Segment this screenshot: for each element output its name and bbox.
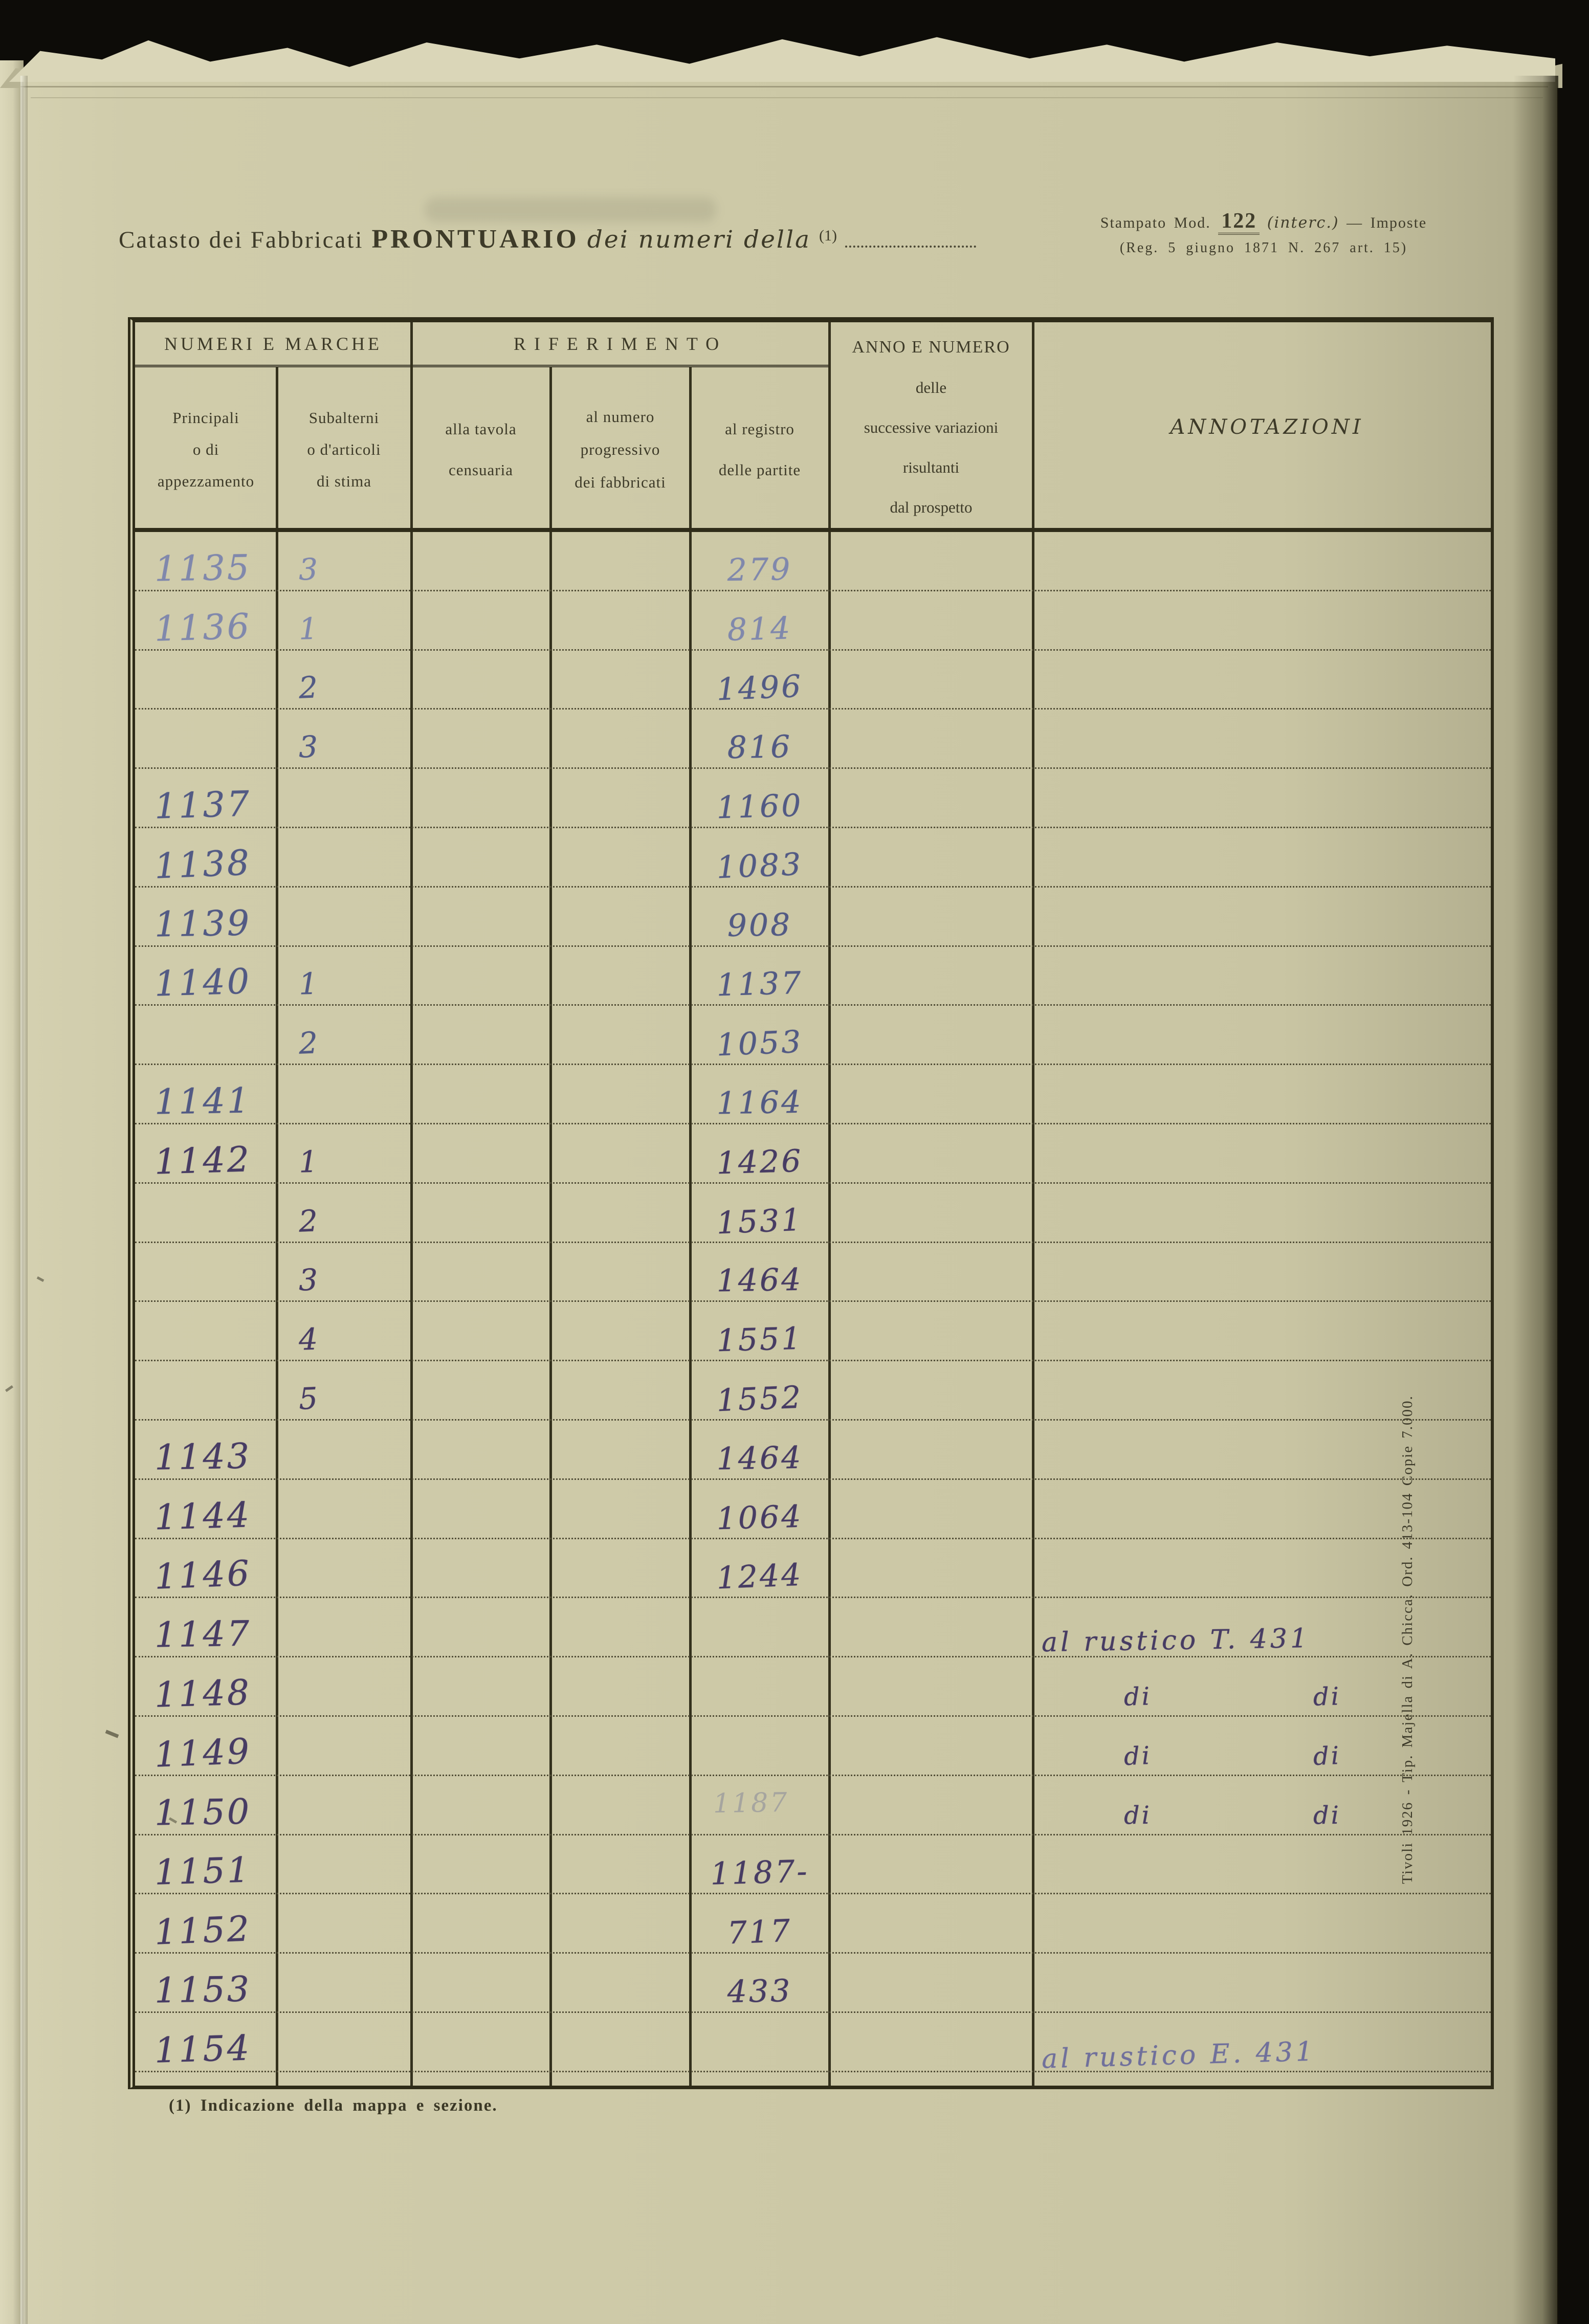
cell-principale: 1138	[153, 843, 252, 887]
cell-registro	[690, 2067, 829, 2071]
table-row	[135, 1480, 1491, 1539]
table-row	[135, 1361, 1491, 1421]
cell-registro: 1531	[716, 1202, 804, 1241]
cell-principale: 1142	[153, 1139, 252, 1183]
group-header-riferimento: RIFERIMENTO	[411, 322, 829, 367]
table-row	[135, 888, 1491, 947]
cell-annotazione: al rustico E. 431	[1041, 2036, 1316, 2075]
table-body	[135, 532, 1491, 2086]
cell-principale: 1146	[153, 1553, 252, 1598]
cell-ditto-1	[1107, 763, 1168, 764]
cell-subalterno: 2	[298, 1025, 321, 1061]
cell-subalterno: 1	[298, 966, 320, 1002]
cell-ditto-1	[1107, 1591, 1168, 1594]
cell-ditto-1	[1107, 1474, 1168, 1475]
table-row	[135, 1717, 1491, 1776]
header-line: di stima	[316, 472, 372, 490]
cell-registro: 279	[727, 551, 792, 588]
printer-imprint: Tivoli 1926 - Tip. Majella di A. Chicca. Ord. 413-104 Copie 7.000.	[1399, 1395, 1416, 1884]
cell-registro: 1464	[716, 1262, 803, 1299]
column-header-principali	[135, 367, 277, 532]
title-main: PRONTUARIO	[371, 225, 579, 254]
cell-ditto-2	[1296, 1474, 1358, 1475]
cell-subalterno: 3	[298, 551, 320, 587]
cell-principale: 1147	[154, 1613, 252, 1656]
cell-ditto-2	[1296, 1177, 1358, 1179]
cell-registro: 1160	[716, 787, 804, 826]
cell-ditto-2: di	[1313, 1682, 1341, 1712]
header-line: al numero	[586, 408, 655, 426]
column-header-numero-progressivo	[550, 367, 690, 532]
cell-ditto-2	[1296, 703, 1358, 705]
header-line: Subalterni	[308, 409, 380, 427]
cell-principale: 1140	[153, 961, 252, 1005]
table-row	[135, 1184, 1491, 1243]
cell-ditto-1: di	[1123, 1682, 1152, 1712]
document-title	[119, 224, 976, 254]
page-right-edge-shadow	[1513, 76, 1558, 2324]
cell-registro: 1187-	[710, 1853, 810, 1893]
table-row	[135, 1598, 1491, 1657]
column-divider	[1032, 322, 1034, 528]
header-line: dal prospetto	[890, 498, 973, 516]
cell-ditto-2	[1296, 1533, 1358, 1534]
left-fold-crease	[20, 76, 28, 2324]
table-header	[135, 322, 1491, 532]
stamp-line1-prefix: Stampato Mod.	[1100, 214, 1211, 231]
cell-ditto-2	[1296, 1236, 1358, 1238]
table-row	[135, 1421, 1491, 1480]
table-row	[135, 1657, 1491, 1717]
cell-ditto-1	[1107, 1296, 1168, 1297]
cell-ditto-1	[1107, 1000, 1168, 1001]
cell-ditto-2	[1296, 880, 1358, 883]
stamp-line1-italic: (interc.)	[1267, 214, 1339, 232]
cell-ditto-2	[1296, 822, 1358, 823]
header-line: al registro	[725, 420, 794, 438]
stamp-model-number: 122	[1218, 209, 1260, 235]
cell-principale: 1137	[153, 784, 252, 827]
column-header-registro-partite	[690, 367, 829, 532]
header-line: progressivo	[580, 440, 660, 458]
cell-registro: 433	[727, 1973, 792, 2010]
cell-subalterno: 5	[298, 1381, 321, 1416]
title-prefix: Catasto dei Fabbricati	[119, 227, 364, 253]
cell-principale: 1143	[154, 1436, 252, 1478]
cell-ditto-2	[1296, 1591, 1358, 1594]
cell-subalterno: 1	[298, 611, 320, 647]
cell-ditto-2	[1296, 1414, 1358, 1416]
footnote: (1) Indicazione della mappa e sezione.	[169, 2096, 498, 2115]
table-row	[135, 1539, 1491, 1599]
cell-ditto-2	[1296, 2007, 1358, 2008]
cell-ditto-2	[1296, 941, 1358, 942]
column-header-anno-e-numero	[829, 322, 1033, 532]
table-row	[135, 1954, 1491, 2013]
cell-ditto-2: di	[1313, 1801, 1341, 1830]
column-divider	[549, 367, 552, 528]
header-line: ANNO E NUMERO	[852, 338, 1010, 357]
cell-principale: 1153	[154, 1969, 252, 2011]
table-row	[135, 1302, 1491, 1361]
cell-registro: 1083	[716, 846, 804, 886]
cell-registro: 1164	[716, 1084, 803, 1122]
cell-ditto-2	[1296, 1888, 1358, 1890]
cell-ditto-2	[1296, 1947, 1358, 1950]
table-row	[135, 710, 1491, 769]
table-row	[135, 828, 1491, 888]
cell-principale: 1135	[154, 547, 252, 590]
cell-annotazione: al rustico T. 431	[1041, 1623, 1311, 1658]
cell-ditto-1	[1107, 1947, 1168, 1950]
cell-registro: 1064	[716, 1498, 804, 1537]
cell-principale: 1148	[153, 1672, 252, 1716]
table-row	[135, 947, 1491, 1006]
column-header-subalterni	[277, 367, 411, 532]
cell-registro: 1244	[716, 1557, 804, 1597]
table-row	[135, 1065, 1491, 1124]
table-row	[135, 1243, 1491, 1302]
cell-ditto-1	[1107, 1533, 1168, 1534]
cell-ditto-2	[1296, 644, 1358, 646]
cell-principale: 1150	[154, 1791, 252, 1834]
cell-ditto-1	[1107, 703, 1168, 705]
header-line: risultanti	[902, 458, 960, 476]
cell-registro: 1426	[716, 1143, 804, 1182]
cell-ditto-2	[1296, 585, 1358, 586]
cell-ditto-1	[1107, 1355, 1168, 1356]
cell-ditto-2	[1296, 1000, 1358, 1001]
table-row	[135, 1894, 1491, 1954]
table-row	[135, 1776, 1491, 1835]
cell-registro	[690, 1769, 829, 1775]
header-line: o d'articoli	[307, 440, 381, 458]
cell-ditto-1	[1107, 2007, 1168, 2008]
cell-subalterno: 1	[298, 1144, 320, 1180]
cell-ditto-2	[1296, 1355, 1358, 1356]
column-divider	[689, 367, 692, 528]
cell-registro: 1552	[716, 1379, 804, 1419]
cell-ditto-2	[1296, 763, 1358, 764]
cell-ditto-1	[1107, 1236, 1168, 1238]
column-header-annotazioni: ANNOTAZIONI	[1170, 415, 1364, 439]
cell-registro: 1464	[716, 1440, 803, 1477]
column-divider	[276, 367, 278, 528]
ink-offset-smudge	[425, 197, 716, 222]
stamp-block	[1080, 209, 1447, 256]
cell-principale: 1136	[153, 606, 252, 650]
cell-registro-ghost: 1187	[713, 1787, 789, 1819]
table-row	[135, 769, 1491, 828]
stamp-line-2: (Reg. 5 giugno 1871 N. 267 art. 15)	[1119, 240, 1408, 256]
cell-principale: 1139	[154, 903, 252, 945]
top-crease-line	[20, 86, 1548, 87]
table-row	[135, 1835, 1491, 1895]
cell-registro: 717	[726, 1913, 793, 1952]
cell-ditto-1	[1107, 1888, 1168, 1890]
cell-ditto-1	[1107, 1058, 1168, 1061]
column-divider	[828, 322, 831, 528]
dotted-fill-in-line	[845, 226, 976, 248]
register-table	[128, 317, 1494, 2089]
cell-registro: 816	[727, 729, 792, 766]
cell-ditto-1	[1107, 1414, 1168, 1416]
cell-subalterno: 2	[298, 670, 321, 706]
table-row	[135, 651, 1491, 710]
cell-principale: 1152	[153, 1909, 252, 1953]
cell-ditto-2: di	[1312, 1741, 1342, 1771]
cell-principale: 1141	[154, 1080, 252, 1123]
cell-registro: 814	[726, 610, 793, 648]
header-line: delle	[915, 379, 947, 396]
cell-ditto-1	[1107, 644, 1168, 646]
cell-ditto-1	[1107, 1177, 1168, 1179]
cell-ditto-1	[1107, 880, 1168, 883]
top-crease-line-2	[31, 97, 1543, 98]
cell-principale: 1154	[153, 2028, 252, 2071]
cell-subalterno: 3	[298, 729, 320, 765]
title-footnote-ref: (1)	[819, 227, 837, 244]
cell-principale: 1151	[153, 1850, 252, 1893]
cell-subalterno: 2	[298, 1203, 321, 1239]
stamp-line1-rest: — Imposte	[1347, 214, 1427, 231]
cell-registro	[690, 1711, 829, 1715]
column-header-tavola-censuaria	[411, 367, 550, 532]
cell-ditto-1	[1107, 941, 1168, 942]
cell-registro: 908	[727, 906, 792, 944]
cell-registro: 1137	[716, 965, 804, 1004]
table-row	[135, 532, 1491, 591]
table-row	[135, 1124, 1491, 1184]
torn-paper-edge-front	[9, 29, 1555, 82]
cell-registro	[690, 1830, 829, 1832]
cell-ditto-1	[1107, 585, 1168, 586]
stamp-line-1	[1080, 209, 1447, 233]
cell-registro: 1496	[716, 669, 804, 708]
cell-subalterno: 3	[298, 1263, 320, 1298]
header-line: censuaria	[448, 461, 514, 479]
cell-ditto-1	[1107, 1118, 1168, 1119]
cell-registro	[690, 1653, 829, 1655]
cell-principale: 1149	[153, 1731, 252, 1776]
cell-ditto-1: di	[1123, 1801, 1152, 1830]
cell-registro: 1053	[716, 1024, 804, 1064]
cell-ditto-2	[1296, 1118, 1358, 1119]
header-line: appezzamento	[157, 472, 255, 490]
cell-principale: 1144	[153, 1494, 252, 1538]
header-line: alla tavola	[445, 420, 517, 438]
table-row	[135, 2013, 1491, 2075]
table-row	[135, 1006, 1491, 1065]
table-row	[135, 591, 1491, 651]
header-line: dei fabbricati	[575, 473, 666, 491]
group-header-numeri-e-marche: NUMERI E MARCHE	[135, 322, 411, 367]
cell-ditto-2	[1296, 1058, 1358, 1061]
header-line: o di	[192, 440, 219, 458]
cell-subalterno: 4	[298, 1321, 320, 1357]
header-line: delle partite	[718, 461, 801, 479]
header-line: successive variazioni	[864, 418, 999, 436]
title-script: dei numeri della	[587, 226, 811, 254]
cell-ditto-2	[1296, 1296, 1358, 1297]
column-divider	[410, 322, 413, 528]
cell-ditto-1: di	[1123, 1741, 1153, 1771]
cell-registro: 1551	[716, 1320, 804, 1359]
cell-ditto-1	[1107, 822, 1168, 823]
header-line: Principali	[172, 409, 239, 427]
